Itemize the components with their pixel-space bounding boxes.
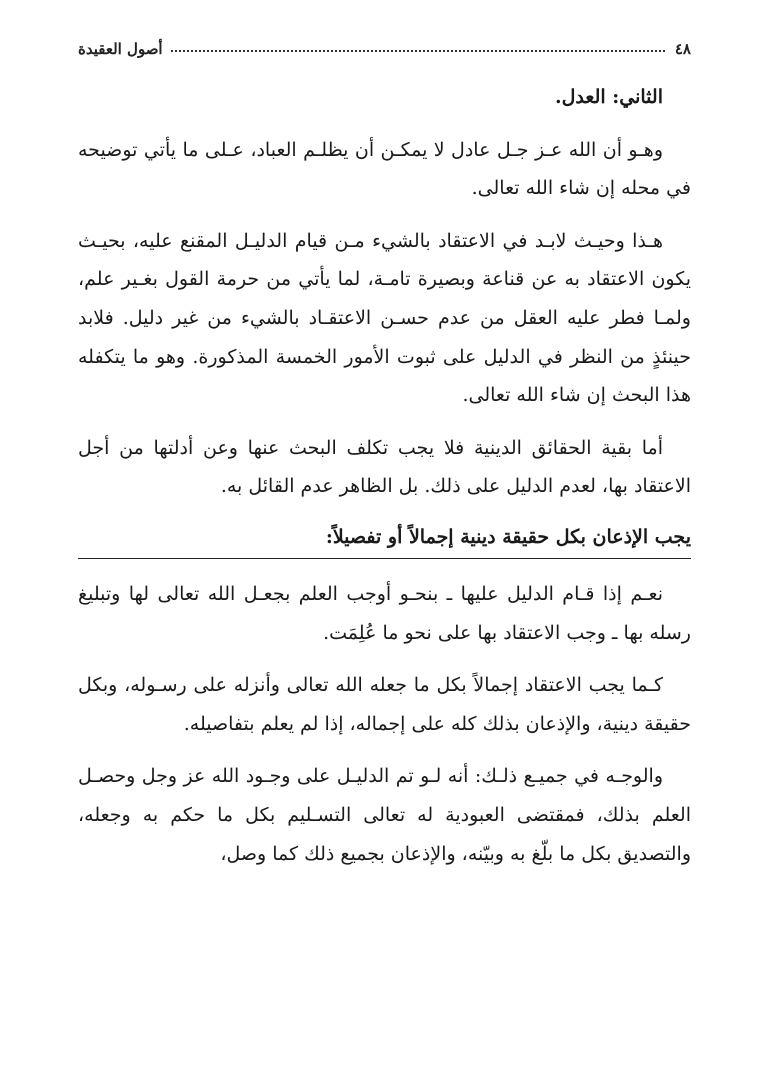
book-title: أصول العقيدة (78, 40, 163, 58)
page-body (78, 78, 691, 887)
paragraph: وهـو أن الله عـز جـل عادل لا يمكـن أن يظلـم العباد، عـلى ما يأتي توضيحه في محله إن شاء الله تعالى. (78, 138, 691, 200)
subheading-justice: الثاني: العدل. (555, 86, 663, 108)
paragraph: والوجـه في جميـع ذلـك: أنه لـو تم الدليـل على وجـود الله عز وجل وحصـل العلم بذلك، فمقتضى العبودية له تعالى التسـليم بكل ما حكم به وجعله، والتصديق بكل ما بلّغ به وبيّنه، والإذعان بجميع ذلك كما وصل، (78, 765, 691, 865)
header-dot-leader (171, 49, 665, 52)
paragraph: كـما يجب الاعتقاد إجمالاً بكل ما جعله الله تعالى وأنزله على رسـوله، وبكل حقيقة دينية، والإذعان بذلك كله على إجماله، إذا لم يعلم بتفاصيله. (78, 674, 691, 735)
page-number: ٤٨ (674, 40, 691, 58)
running-header (78, 30, 691, 58)
paragraph: هـذا وحيـث لابـد في الاعتقاد بالشيء مـن قيام الدليـل المقنع عليه، بحيـث يكون الاعتقاد به عن قناعة وبصيرة تامـة، لما يأتي من حرمة القول بغـير علم، ولمـا فطر عليه العقل من عدم حسـن الاعتقـاد بالشيء من غير دليل. فلابد حينئذٍ من النظر في الدليل على ثبوت الأمور الخمسة المذكورة. وهو ما يتكفله هذا البحث إن شاء الله تعالى. (78, 229, 691, 407)
paragraph: نعـم إذا قـام الدليل عليها ـ بنحـو أوجب العلم بجعـل الله تعالى لها وتبليغ رسله بها ـ وجب الاعتقاد بها على نحو ما عُلِمَت. (78, 582, 691, 644)
paragraph: أما بقية الحقائق الدينية فلا يجب تكلف البحث عنها وعن أدلتها من أجل الاعتقاد بها، لعدم الدليل على ذلك. بل الظاهر عدم القائل به. (78, 436, 691, 498)
section-heading: يجب الإذعان بكل حقيقة دينية إجمالاً أو تفصيلاً: (78, 520, 691, 559)
